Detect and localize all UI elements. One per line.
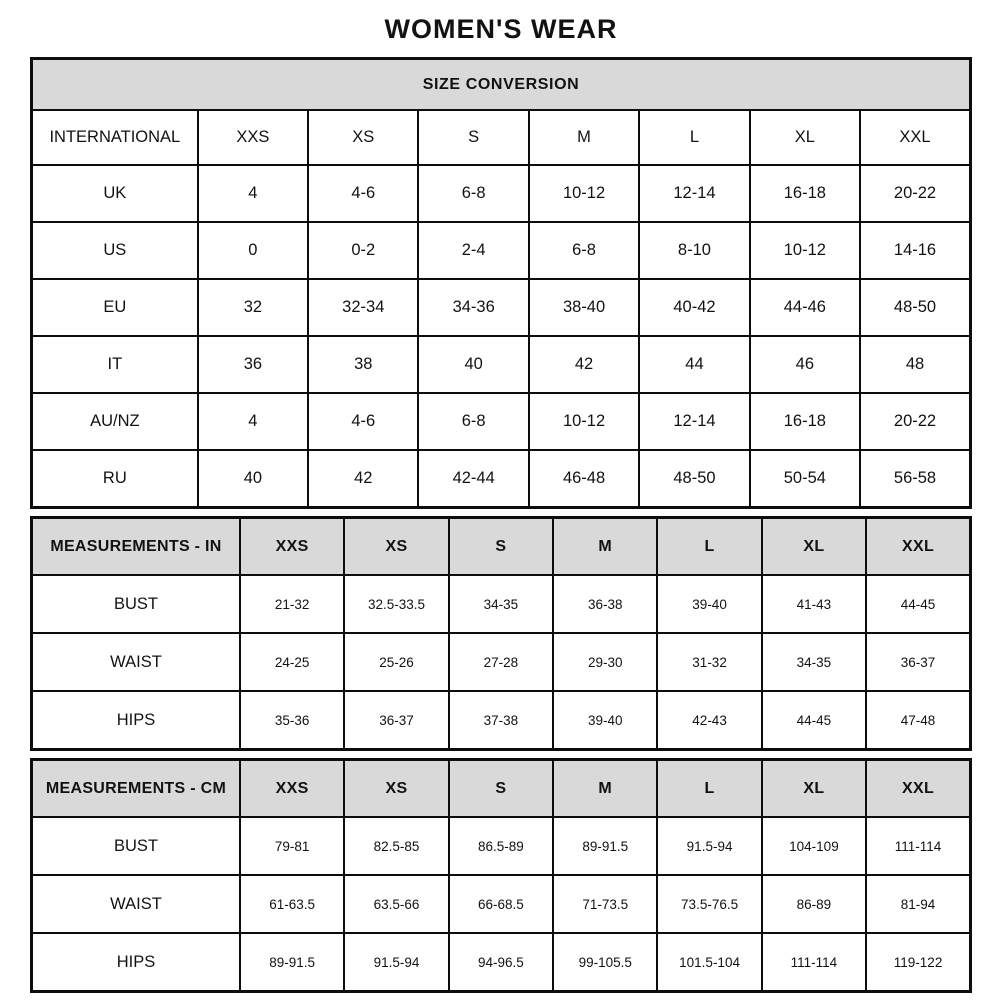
table-banner: SIZE CONVERSION bbox=[32, 59, 971, 111]
row-label: BUST bbox=[32, 575, 240, 633]
size-column-header: XXS bbox=[198, 110, 308, 165]
value-cell: 61-63.5 bbox=[240, 875, 344, 933]
value-cell: 37-38 bbox=[449, 691, 553, 750]
value-cell: 42-43 bbox=[657, 691, 761, 750]
value-cell: 27-28 bbox=[449, 633, 553, 691]
row-label: RU bbox=[32, 450, 198, 508]
value-cell: 4-6 bbox=[308, 393, 418, 450]
value-cell: 20-22 bbox=[860, 165, 970, 222]
value-cell: 29-30 bbox=[553, 633, 657, 691]
size-column-header: XL bbox=[762, 518, 866, 576]
size-column-header: XL bbox=[762, 760, 866, 818]
value-cell: 46-48 bbox=[529, 450, 639, 508]
value-cell: 10-12 bbox=[529, 165, 639, 222]
value-cell: 36-37 bbox=[866, 633, 970, 691]
measurements-cm-table bbox=[30, 758, 972, 993]
size-column-header: L bbox=[657, 518, 761, 576]
size-column-header: XXS bbox=[240, 760, 344, 818]
size-column-header: S bbox=[418, 110, 528, 165]
value-cell: 40 bbox=[418, 336, 528, 393]
table-row bbox=[32, 222, 971, 279]
column-header-row bbox=[32, 518, 971, 576]
value-cell: 12-14 bbox=[639, 165, 749, 222]
value-cell: 35-36 bbox=[240, 691, 344, 750]
size-column-header: S bbox=[449, 760, 553, 818]
value-cell: 34-36 bbox=[418, 279, 528, 336]
value-cell: 4-6 bbox=[308, 165, 418, 222]
column-header-row bbox=[32, 760, 971, 818]
table-banner-row bbox=[32, 59, 971, 111]
value-cell: 0-2 bbox=[308, 222, 418, 279]
table-row bbox=[32, 165, 971, 222]
value-cell: 42-44 bbox=[418, 450, 528, 508]
value-cell: 39-40 bbox=[553, 691, 657, 750]
row-label: WAIST bbox=[32, 875, 240, 933]
size-column-header: XL bbox=[750, 110, 860, 165]
value-cell: 31-32 bbox=[657, 633, 761, 691]
value-cell: 44-45 bbox=[866, 575, 970, 633]
row-label: AU/NZ bbox=[32, 393, 198, 450]
value-cell: 32 bbox=[198, 279, 308, 336]
first-column-header: MEASUREMENTS - CM bbox=[32, 760, 240, 818]
value-cell: 12-14 bbox=[639, 393, 749, 450]
table-row bbox=[32, 933, 971, 992]
size-column-header: L bbox=[639, 110, 749, 165]
value-cell: 6-8 bbox=[529, 222, 639, 279]
value-cell: 38-40 bbox=[529, 279, 639, 336]
value-cell: 81-94 bbox=[866, 875, 970, 933]
value-cell: 32.5-33.5 bbox=[344, 575, 448, 633]
value-cell: 39-40 bbox=[657, 575, 761, 633]
value-cell: 8-10 bbox=[639, 222, 749, 279]
value-cell: 82.5-85 bbox=[344, 817, 448, 875]
value-cell: 91.5-94 bbox=[344, 933, 448, 992]
value-cell: 104-109 bbox=[762, 817, 866, 875]
value-cell: 21-32 bbox=[240, 575, 344, 633]
value-cell: 63.5-66 bbox=[344, 875, 448, 933]
value-cell: 91.5-94 bbox=[657, 817, 761, 875]
page-title: WOMEN'S WEAR bbox=[384, 14, 618, 44]
value-cell: 25-26 bbox=[344, 633, 448, 691]
value-cell: 44-46 bbox=[750, 279, 860, 336]
value-cell: 48-50 bbox=[860, 279, 970, 336]
value-cell: 99-105.5 bbox=[553, 933, 657, 992]
size-column-header: S bbox=[449, 518, 553, 576]
table-row bbox=[32, 336, 971, 393]
value-cell: 46 bbox=[750, 336, 860, 393]
size-column-header: M bbox=[529, 110, 639, 165]
value-cell: 20-22 bbox=[860, 393, 970, 450]
value-cell: 86-89 bbox=[762, 875, 866, 933]
value-cell: 48 bbox=[860, 336, 970, 393]
value-cell: 42 bbox=[529, 336, 639, 393]
value-cell: 42 bbox=[308, 450, 418, 508]
value-cell: 16-18 bbox=[750, 165, 860, 222]
value-cell: 119-122 bbox=[866, 933, 970, 992]
value-cell: 89-91.5 bbox=[240, 933, 344, 992]
size-column-header: XS bbox=[344, 518, 448, 576]
table-row bbox=[32, 575, 971, 633]
value-cell: 50-54 bbox=[750, 450, 860, 508]
value-cell: 38 bbox=[308, 336, 418, 393]
value-cell: 89-91.5 bbox=[553, 817, 657, 875]
value-cell: 14-16 bbox=[860, 222, 970, 279]
size-column-header: XXL bbox=[866, 518, 970, 576]
size-column-header: M bbox=[553, 518, 657, 576]
value-cell: 48-50 bbox=[639, 450, 749, 508]
value-cell: 111-114 bbox=[762, 933, 866, 992]
size-column-header: XXL bbox=[860, 110, 970, 165]
size-conversion-table bbox=[30, 57, 972, 509]
value-cell: 36-37 bbox=[344, 691, 448, 750]
value-cell: 34-35 bbox=[449, 575, 553, 633]
row-label: HIPS bbox=[32, 933, 240, 992]
value-cell: 24-25 bbox=[240, 633, 344, 691]
value-cell: 79-81 bbox=[240, 817, 344, 875]
value-cell: 4 bbox=[198, 165, 308, 222]
value-cell: 111-114 bbox=[866, 817, 970, 875]
first-column-header: INTERNATIONAL bbox=[32, 110, 198, 165]
value-cell: 44-45 bbox=[762, 691, 866, 750]
first-column-header: MEASUREMENTS - IN bbox=[32, 518, 240, 576]
value-cell: 6-8 bbox=[418, 165, 528, 222]
value-cell: 44 bbox=[639, 336, 749, 393]
row-label: US bbox=[32, 222, 198, 279]
value-cell: 40 bbox=[198, 450, 308, 508]
value-cell: 0 bbox=[198, 222, 308, 279]
value-cell: 36-38 bbox=[553, 575, 657, 633]
column-header-row bbox=[32, 110, 971, 165]
value-cell: 56-58 bbox=[860, 450, 970, 508]
value-cell: 32-34 bbox=[308, 279, 418, 336]
size-column-header: L bbox=[657, 760, 761, 818]
value-cell: 94-96.5 bbox=[449, 933, 553, 992]
table-row bbox=[32, 875, 971, 933]
value-cell: 40-42 bbox=[639, 279, 749, 336]
table-row bbox=[32, 691, 971, 750]
value-cell: 34-35 bbox=[762, 633, 866, 691]
value-cell: 4 bbox=[198, 393, 308, 450]
size-column-header: XS bbox=[344, 760, 448, 818]
value-cell: 16-18 bbox=[750, 393, 860, 450]
table-row bbox=[32, 633, 971, 691]
row-label: HIPS bbox=[32, 691, 240, 750]
size-column-header: M bbox=[553, 760, 657, 818]
row-label: UK bbox=[32, 165, 198, 222]
value-cell: 2-4 bbox=[418, 222, 528, 279]
size-column-header: XXS bbox=[240, 518, 344, 576]
value-cell: 36 bbox=[198, 336, 308, 393]
table-row bbox=[32, 393, 971, 450]
row-label: IT bbox=[32, 336, 198, 393]
table-row bbox=[32, 450, 971, 508]
row-label: BUST bbox=[32, 817, 240, 875]
value-cell: 10-12 bbox=[750, 222, 860, 279]
table-row bbox=[32, 817, 971, 875]
size-column-header: XXL bbox=[866, 760, 970, 818]
value-cell: 71-73.5 bbox=[553, 875, 657, 933]
measurements-in-table bbox=[30, 516, 972, 751]
value-cell: 10-12 bbox=[529, 393, 639, 450]
value-cell: 101.5-104 bbox=[657, 933, 761, 992]
value-cell: 6-8 bbox=[418, 393, 528, 450]
row-label: EU bbox=[32, 279, 198, 336]
row-label: WAIST bbox=[32, 633, 240, 691]
size-column-header: XS bbox=[308, 110, 418, 165]
value-cell: 47-48 bbox=[866, 691, 970, 750]
value-cell: 73.5-76.5 bbox=[657, 875, 761, 933]
table-row bbox=[32, 279, 971, 336]
value-cell: 41-43 bbox=[762, 575, 866, 633]
value-cell: 86.5-89 bbox=[449, 817, 553, 875]
value-cell: 66-68.5 bbox=[449, 875, 553, 933]
